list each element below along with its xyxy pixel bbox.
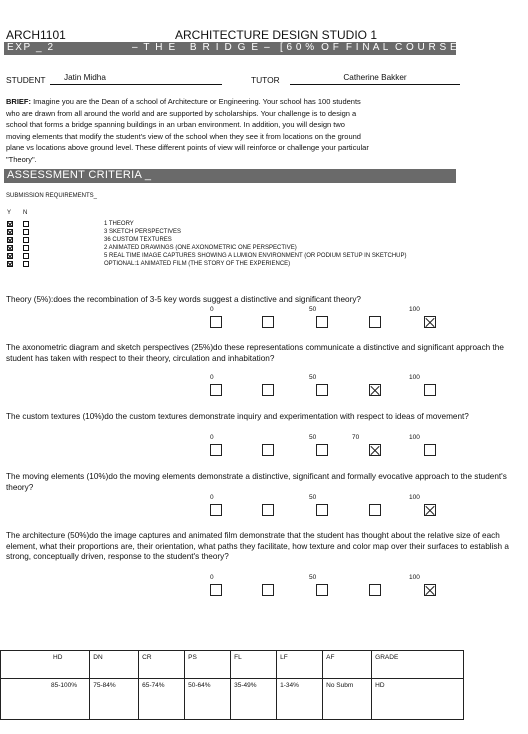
rating-checkbox[interactable] [424,384,436,396]
scale-label: 50 [309,574,317,581]
requirement-no-checkbox[interactable] [23,253,29,259]
grade-range-row [1,679,464,720]
requirement-no-checkbox[interactable] [23,221,29,227]
rating-checkbox[interactable] [424,444,436,456]
rating-checkbox[interactable] [262,584,274,596]
scale-label: 0 [210,306,214,313]
grade-header: GRADE [375,654,399,661]
submission-title: SUBMISSION REQUIREMENTS_ [6,193,98,199]
exp-label: EXP _ 2 [7,42,55,53]
rating-checkbox[interactable] [369,384,381,396]
scale-label: 50 [309,434,317,441]
scale-label: 100 [409,494,420,501]
rating-checkbox[interactable] [424,504,436,516]
brief-paragraph [6,96,370,166]
criterion-question: The custom textures (10%)do the custom textures demonstrate inquiry and experimentation with respect to ideas of movement? [6,412,469,421]
rating-checkbox[interactable] [424,316,436,328]
brief-label: BRIEF: [6,97,31,106]
requirement-label: 2 ANIMATED DRAWINGS (ONE AXONOMETRIC ONE PERSPECTIVE) [104,245,297,251]
studio-title: ARCHITECTURE DESIGN STUDIO 1 [175,28,378,42]
grade-range: 50-64% [188,682,211,689]
scale-label: 0 [210,434,214,441]
brief-text: Imagine you are the Dean of a school of Architecture or Engineering. Your school has 100 students who are drawn from all around the world and are supported by scholarships. Your challenge is to design a school that forms a bridge spanning buildings in an urban environment. In addition, you will design two moving elements that modify the student's view of the school when they see it from locations on the ground plane vs locations above ground level. These different points of view will reinforce or challenge your particular "Theory". [6,97,369,164]
grade-range: 65-74% [142,682,165,689]
student-name: Jatin Midha [64,73,106,82]
rating-checkbox[interactable] [316,444,328,456]
rating-checkbox[interactable] [210,504,222,516]
grade-range: 1-34% [280,682,299,689]
rating-checkbox[interactable] [369,584,381,596]
rating-checkbox[interactable] [369,504,381,516]
weight-label: [ 6 0 % O F F I N A L C O U R S E G R A D E ] [280,42,521,53]
rating-checkbox[interactable] [316,316,328,328]
requirement-no-checkbox[interactable] [23,229,29,235]
rating-checkbox[interactable] [316,384,328,396]
grade-header: CR [142,654,152,661]
scale-label: 100 [409,434,420,441]
rating-checkbox[interactable] [210,316,222,328]
grade-header: DN [93,654,103,661]
tutor-name: Catherine Bakker [343,73,407,82]
course-code: ARCH1101 [6,28,66,42]
project-header-bar [4,42,521,55]
scale-label: 100 [409,306,420,313]
grade-table [0,650,464,720]
scale-label: 50 [309,306,317,313]
assessment-title: ASSESSMENT CRITERIA _ [7,169,152,181]
requirement-label: OPTIONAL:1 ANIMATED FILM (THE STORY OF THE EXPERIENCE) [104,261,291,267]
scale-label: 50 [309,494,317,501]
requirement-yes-checkbox[interactable] [7,221,13,227]
grade-header: PS [188,654,197,661]
grade-header: FL [234,654,242,661]
requirement-label: 3 SKETCH PERSPECTIVES [104,229,182,235]
scale-label: 100 [409,574,420,581]
rating-checkbox[interactable] [210,584,222,596]
rating-checkbox[interactable] [262,384,274,396]
grade-range: No Subm [326,682,354,689]
requirement-yes-checkbox[interactable] [7,245,13,251]
grade-range: 85-100% [51,682,78,689]
requirement-yes-checkbox[interactable] [7,261,13,267]
rating-checkbox[interactable] [369,444,381,456]
grade-header: AF [326,654,335,661]
tutor-name-field [290,73,460,85]
criterion-question: The architecture (50%)do the image captures and animated film demonstrate that the student has thought about the relative size of each element, what their proportions are, their orientation, what paths they facilitate, how texture and color map over their surfaces to establish a strong, conceptually driven, response to the student's theory? [6,531,509,561]
requirement-no-checkbox[interactable] [23,245,29,251]
rating-checkbox[interactable] [316,504,328,516]
requirement-label: 5 REAL TIME IMAGE CAPTURES SHOWING A LUMION ENVIRONMENT (OR PODIUM SETUP IN SKETCHUP) [104,253,407,259]
grade-header: LF [280,654,288,661]
requirement-label: 1 THEORY [104,221,134,227]
rating-checkbox[interactable] [262,504,274,516]
scale-label: 0 [210,574,214,581]
scale-label: 0 [210,374,214,381]
col-n-label: N [23,210,28,216]
rating-checkbox[interactable] [424,584,436,596]
criterion-question: The moving elements (10%)do the moving elements demonstrate a distinctive, significant and formally evocative approach to the student's theory? [6,472,507,492]
grade-range: HD [375,682,385,689]
scale-label: 0 [210,494,214,501]
rating-checkbox[interactable] [210,384,222,396]
requirement-yes-checkbox[interactable] [7,237,13,243]
requirement-no-checkbox[interactable] [23,237,29,243]
student-label: STUDENT [6,75,46,85]
requirement-label: 36 CUSTOM TEXTURES [104,237,172,243]
rating-checkbox[interactable] [316,584,328,596]
requirement-yes-checkbox[interactable] [7,253,13,259]
grade-range: 35-49% [234,682,257,689]
grade-range: 75-84% [93,682,116,689]
rating-checkbox[interactable] [369,316,381,328]
grade-header-row [1,651,464,679]
requirement-no-checkbox[interactable] [23,261,29,267]
project-title: – T H E B R I D G E – [132,42,272,53]
criterion-question: The axonometric diagram and sketch perspectives (25%)do these representations communicate a distinctive and significant approach the student has taken with respect to their theory, circulation and inhabitation? [6,343,504,363]
student-name-field [50,73,222,85]
tutor-label: TUTOR [251,75,280,85]
col-y-label: Y [7,210,12,216]
scale-label: 50 [309,374,317,381]
requirement-yes-checkbox[interactable] [7,229,13,235]
rating-checkbox[interactable] [262,316,274,328]
rating-checkbox[interactable] [210,444,222,456]
scale-label: 100 [409,374,420,381]
assessment-bar [4,169,456,183]
scale-label-extra: 70 [352,434,360,441]
rating-checkbox[interactable] [262,444,274,456]
grade-header: HD [53,654,63,661]
criterion-question: Theory (5%):does the recombination of 3-5 key words suggest a distinctive and significant theory? [6,295,361,304]
